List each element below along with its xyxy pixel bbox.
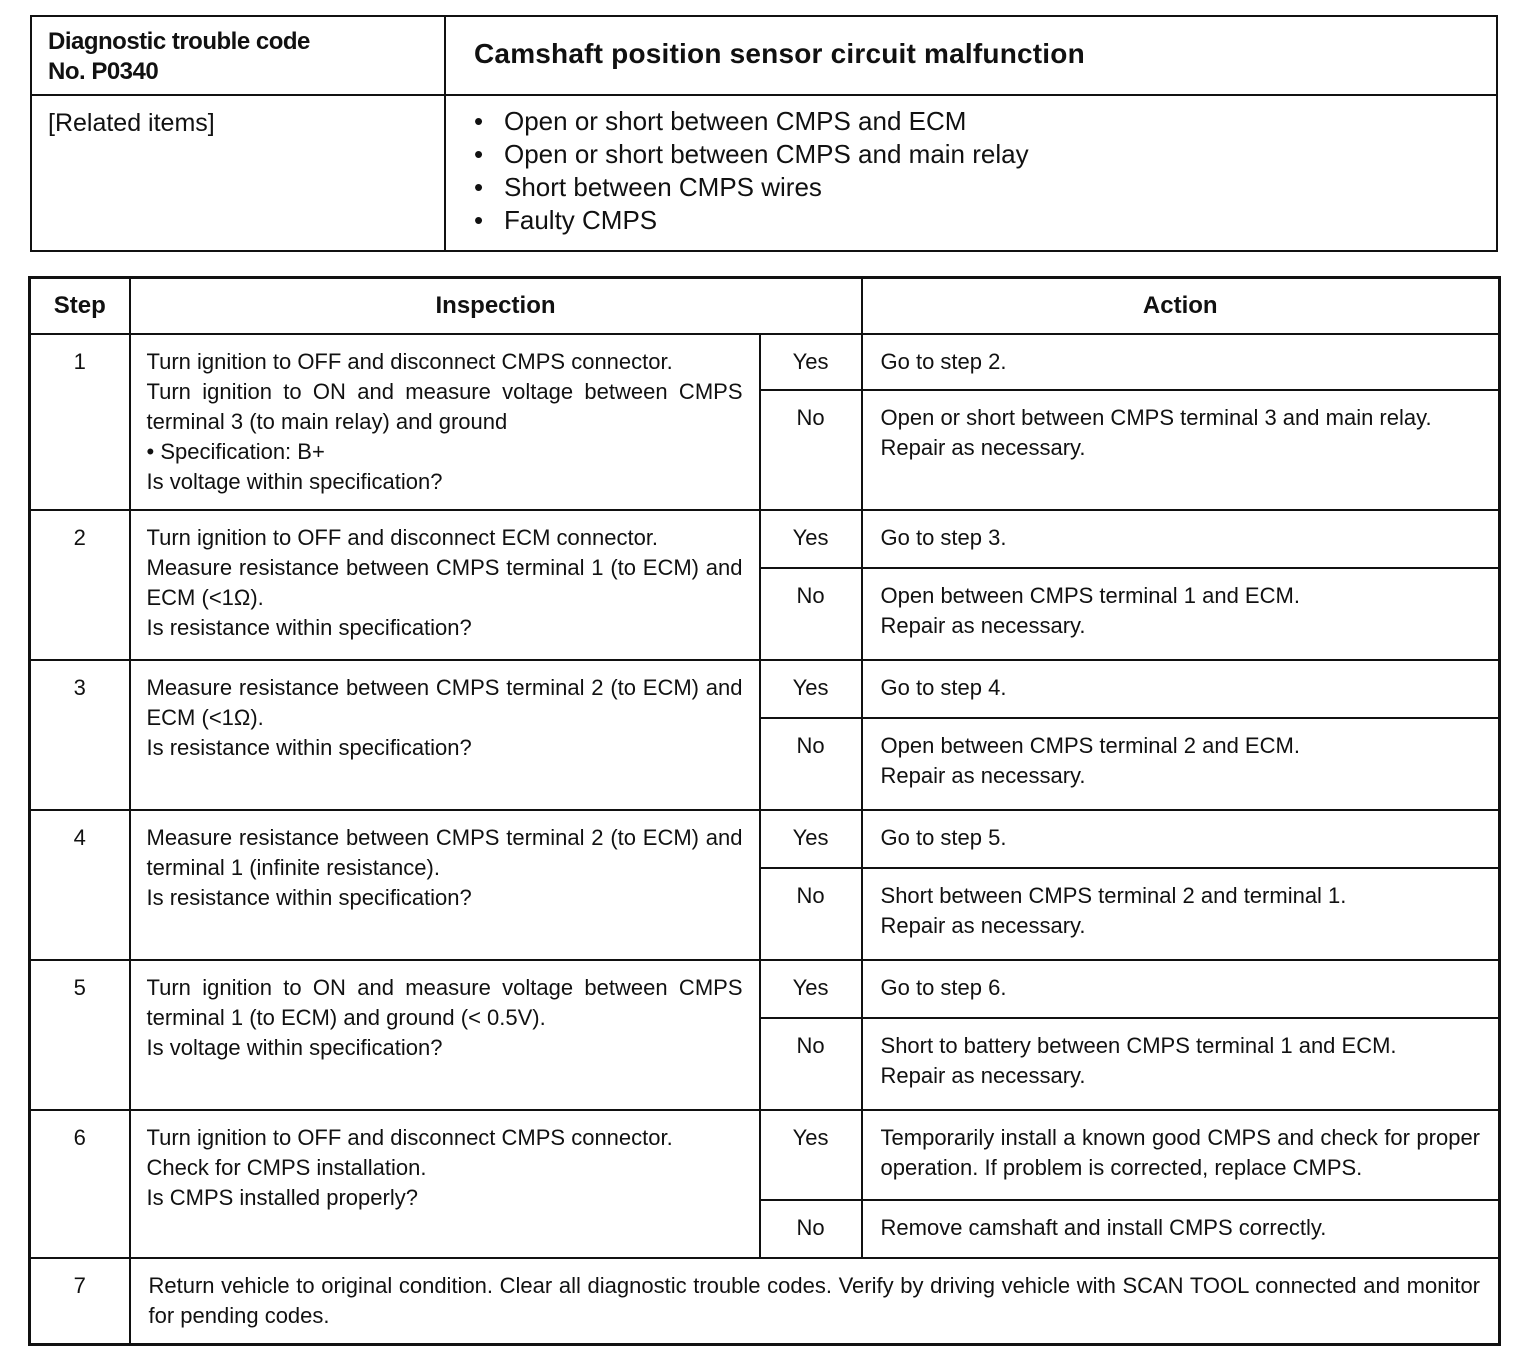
inspection-text: Is resistance within specification? — [146, 885, 472, 910]
inspection-text: Is resistance within specification? — [146, 735, 472, 760]
inspection-text: Measure resistance between CMPS terminal 2 (to ECM) and terminal 1 (infinite resistance). — [146, 825, 743, 880]
inspection-text: • Specification: B+ — [146, 439, 325, 464]
action-text: Open or short between CMPS terminal 3 and main relay. — [880, 405, 1432, 430]
table-row-step-4-yes — [30, 810, 1500, 868]
no-action — [862, 718, 1500, 810]
row-divider — [32, 94, 1496, 96]
table-row-step-1-yes — [30, 334, 1500, 390]
yes-action — [862, 1110, 1500, 1200]
related-item: • Open or short between CMPS and ECM — [474, 105, 1029, 138]
inspection-cell — [130, 334, 760, 510]
inspection-text: Is voltage within specification? — [146, 1035, 443, 1060]
dtc-code-label-line1: Diagnostic trouble code — [48, 28, 310, 55]
header-inspection: Inspection — [130, 278, 862, 335]
inspection-text: Turn ignition to OFF and disconnect CMPS connector. — [146, 349, 673, 374]
action-text: Open between CMPS terminal 1 and ECM. — [880, 583, 1300, 608]
yes-action — [862, 510, 1500, 568]
yes-label: Yes — [760, 660, 862, 718]
dtc-code-label — [48, 27, 310, 87]
inspection-text: Turn ignition to OFF and disconnect ECM connector. — [146, 525, 659, 550]
action-text: Open between CMPS terminal 2 and ECM. — [880, 733, 1300, 758]
inspection-cell — [130, 660, 760, 810]
no-label: No — [760, 390, 862, 510]
no-label: No — [760, 1018, 862, 1110]
final-step-text: Return vehicle to original condition. Clear all diagnostic trouble codes. Verify by driving vehicle with SCAN TOOL connected and monitor for pending codes. — [130, 1258, 1500, 1344]
diagnostic-steps-table — [28, 276, 1501, 1346]
yes-label: Yes — [760, 334, 862, 390]
step-number: 1 — [30, 334, 130, 510]
related-item: • Open or short between CMPS and main relay — [474, 138, 1029, 171]
no-action — [862, 1018, 1500, 1110]
yes-action — [862, 810, 1500, 868]
no-label: No — [760, 718, 862, 810]
table-row-step-6-yes — [30, 1110, 1500, 1200]
no-label: No — [760, 1200, 862, 1258]
inspection-cell — [130, 1110, 760, 1258]
action-text: Repair as necessary. — [880, 1063, 1086, 1088]
action-text: Repair as necessary. — [880, 435, 1086, 460]
action-text: Short between CMPS terminal 2 and terminal 1. — [880, 883, 1347, 908]
table-row-step-7 — [30, 1258, 1500, 1344]
inspection-cell — [130, 510, 760, 660]
inspection-text: Measure resistance between CMPS terminal 1 (to ECM) and ECM (<1Ω). — [146, 555, 743, 610]
table-row-step-2-yes — [30, 510, 1500, 568]
no-action — [862, 1200, 1500, 1258]
no-action — [862, 568, 1500, 660]
step-number: 2 — [30, 510, 130, 660]
inspection-text: Turn ignition to ON and measure voltage between CMPS terminal 3 (to main relay) and ground — [146, 379, 743, 434]
action-text: Repair as necessary. — [880, 913, 1086, 938]
inspection-text: Check for CMPS installation. — [146, 1155, 427, 1180]
inspection-cell — [130, 960, 760, 1110]
action-text: Temporarily install a known good CMPS and check for proper operation. If problem is corrected, replace CMPS. — [880, 1125, 1481, 1180]
no-label: No — [760, 568, 862, 660]
inspection-cell — [130, 810, 760, 960]
dtc-title: Camshaft position sensor circuit malfunction — [474, 38, 1085, 69]
yes-label: Yes — [760, 960, 862, 1018]
inspection-text: Turn ignition to OFF and disconnect CMPS connector. — [146, 1125, 673, 1150]
no-action — [862, 390, 1500, 510]
inspection-text: Turn ignition to ON and measure voltage between CMPS terminal 1 (to ECM) and ground (< 0.5V). — [146, 975, 743, 1030]
header-action: Action — [862, 278, 1500, 335]
yes-action — [862, 660, 1500, 718]
related-items-label: [Related items] — [48, 109, 215, 137]
yes-label: Yes — [760, 1110, 862, 1200]
yes-action — [862, 334, 1500, 390]
inspection-text: Is resistance within specification? — [146, 615, 472, 640]
no-label: No — [760, 868, 862, 960]
steps-body — [30, 334, 1500, 1258]
no-action — [862, 868, 1500, 960]
action-text: Go to step 3. — [880, 525, 1007, 550]
action-text: Remove camshaft and install CMPS correctly. — [880, 1215, 1327, 1240]
dtc-header-table — [30, 15, 1498, 252]
header-step: Step — [30, 278, 130, 335]
inspection-text: Is voltage within specification? — [146, 469, 443, 494]
table-row-step-3-yes — [30, 660, 1500, 718]
action-text: Repair as necessary. — [880, 613, 1086, 638]
related-item: • Faulty CMPS — [474, 204, 1029, 237]
column-divider — [444, 17, 446, 250]
step-number: 6 — [30, 1110, 130, 1258]
inspection-text: Is CMPS installed properly? — [146, 1185, 418, 1210]
step-number: 3 — [30, 660, 130, 810]
action-text: Short to battery between CMPS terminal 1 and ECM. — [880, 1033, 1397, 1058]
action-text: Go to step 6. — [880, 975, 1007, 1000]
dtc-code-number: No. P0340 — [48, 58, 159, 85]
action-text: Go to step 2. — [880, 349, 1007, 374]
step-number: 4 — [30, 810, 130, 960]
yes-action — [862, 960, 1500, 1018]
yes-label: Yes — [760, 510, 862, 568]
step-number: 5 — [30, 960, 130, 1110]
step-number: 7 — [30, 1258, 130, 1344]
yes-label: Yes — [760, 810, 862, 868]
action-text: Go to step 5. — [880, 825, 1007, 850]
action-text: Go to step 4. — [880, 675, 1007, 700]
related-item: • Short between CMPS wires — [474, 171, 1029, 204]
table-header-row — [30, 278, 1500, 335]
related-items-list — [474, 105, 1029, 237]
table-row-step-5-yes — [30, 960, 1500, 1018]
action-text: Repair as necessary. — [880, 763, 1086, 788]
inspection-text: Measure resistance between CMPS terminal 2 (to ECM) and ECM (<1Ω). — [146, 675, 743, 730]
